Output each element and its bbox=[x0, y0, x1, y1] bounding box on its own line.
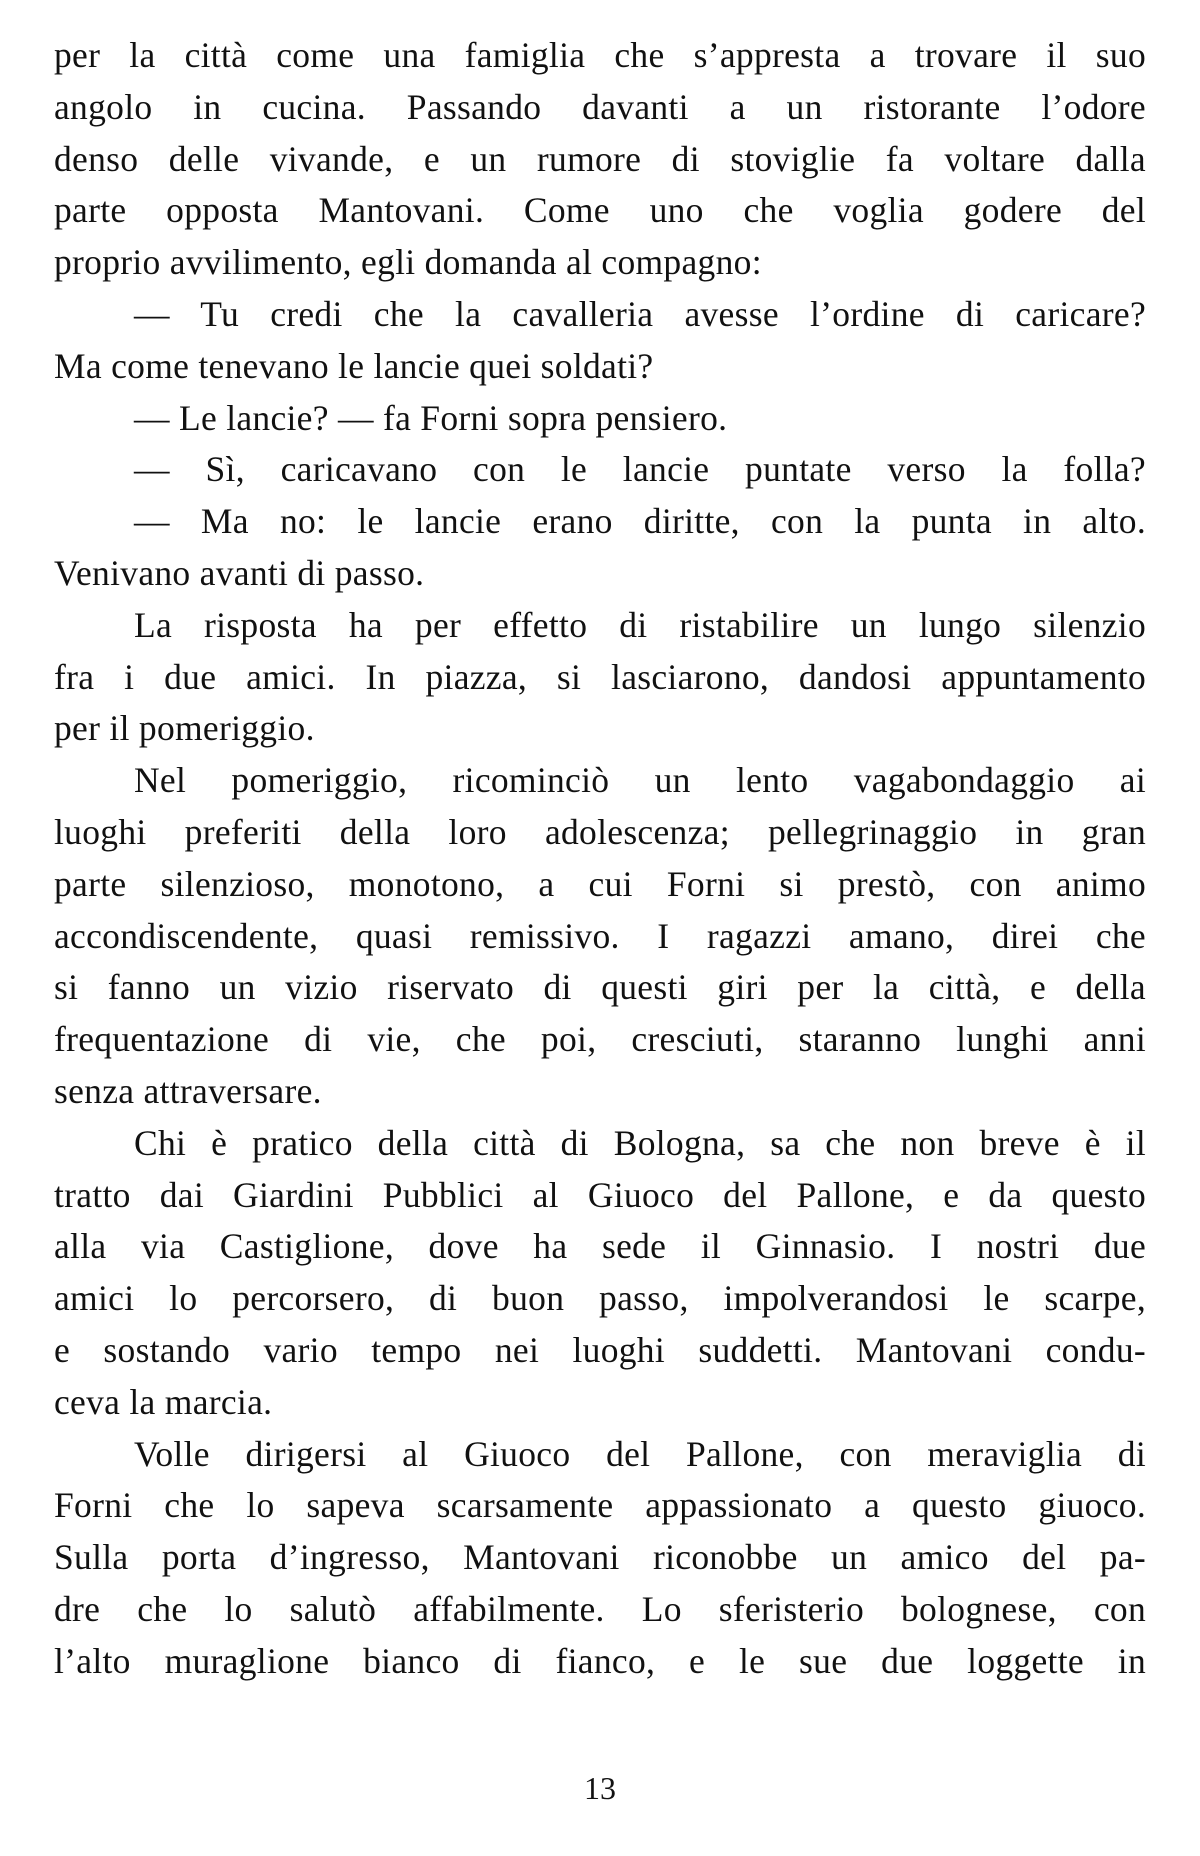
text-line: Sulla porta d’ingresso, Mantovani riconobbe un amico del pa- bbox=[54, 1537, 1146, 1578]
text-line: senza attraversare. bbox=[54, 1070, 322, 1111]
text-line: angolo in cucina. Passando davanti a un ristorante l’odore bbox=[54, 86, 1146, 127]
text-line: alla via Castiglione, dove ha sede il Ginnasio. I nostri due bbox=[54, 1226, 1146, 1267]
text-line: Ma come tenevano le lancie quei soldati? bbox=[54, 345, 654, 386]
text-line: fra i due amici. In piazza, si lasciarono, dandosi appuntamento bbox=[54, 656, 1146, 697]
text-line: — Sì, caricavano con le lancie puntate verso la folla? bbox=[134, 449, 1146, 490]
text-line: denso delle vivande, e un rumore di stoviglie fa voltare dalla bbox=[54, 138, 1146, 179]
text-line: Chi è pratico della città di Bologna, sa che non breve è il bbox=[134, 1122, 1146, 1163]
text-line: Volle dirigersi al Giuoco del Pallone, con meraviglia di bbox=[134, 1433, 1146, 1474]
text-line: Nel pomeriggio, ricominciò un lento vagabondaggio ai bbox=[134, 760, 1146, 801]
text-line: ceva la marcia. bbox=[54, 1381, 273, 1422]
text-line: parte opposta Mantovani. Come uno che voglia godere del bbox=[54, 190, 1146, 231]
body-text bbox=[54, 30, 1146, 1688]
text-line: — Le lancie? — fa Forni sopra pensiero. bbox=[134, 397, 728, 438]
text-line: — Ma no: le lancie erano diritte, con la punta in alto. bbox=[134, 501, 1146, 542]
text-line: si fanno un vizio riservato di questi giri per la città, e della bbox=[54, 967, 1146, 1008]
text-line: Venivano avanti di passo. bbox=[54, 552, 425, 593]
text-line: La risposta ha per effetto di ristabilire un lungo silenzio bbox=[134, 604, 1146, 645]
text-line: luoghi preferiti della loro adolescenza; pellegrinaggio in gran bbox=[54, 811, 1146, 852]
text-line: parte silenzioso, monotono, a cui Forni si prestò, con animo bbox=[54, 863, 1146, 904]
text-line: e sostando vario tempo nei luoghi suddetti. Mantovani condu- bbox=[54, 1329, 1146, 1370]
text-line: accondiscendente, quasi remissivo. I ragazzi amano, direi che bbox=[54, 915, 1146, 956]
text-line: per la città come una famiglia che s’appresta a trovare il suo bbox=[54, 35, 1146, 75]
text-line: proprio avvilimento, egli domanda al compagno: bbox=[54, 242, 762, 283]
text-line: Forni che lo sapeva scarsamente appassionato a questo giuoco. bbox=[54, 1485, 1146, 1526]
page-number: 13 bbox=[584, 1770, 616, 1806]
text-line: amici lo percorsero, di buon passo, impolverandosi le scarpe, bbox=[54, 1278, 1146, 1319]
text-line: dre che lo salutò affabilmente. Lo sferisterio bolognese, con bbox=[54, 1588, 1146, 1629]
text-line: l’alto muraglione bianco di fianco, e le sue due loggette in bbox=[54, 1640, 1146, 1681]
text-line: frequentazione di vie, che poi, cresciuti, staranno lunghi anni bbox=[54, 1019, 1146, 1060]
text-line: tratto dai Giardini Pubblici al Giuoco del Pallone, e da questo bbox=[54, 1174, 1146, 1215]
text-line: — Tu credi che la cavalleria avesse l’ordine di caricare? bbox=[134, 293, 1146, 334]
text-line: per il pomeriggio. bbox=[54, 708, 315, 749]
